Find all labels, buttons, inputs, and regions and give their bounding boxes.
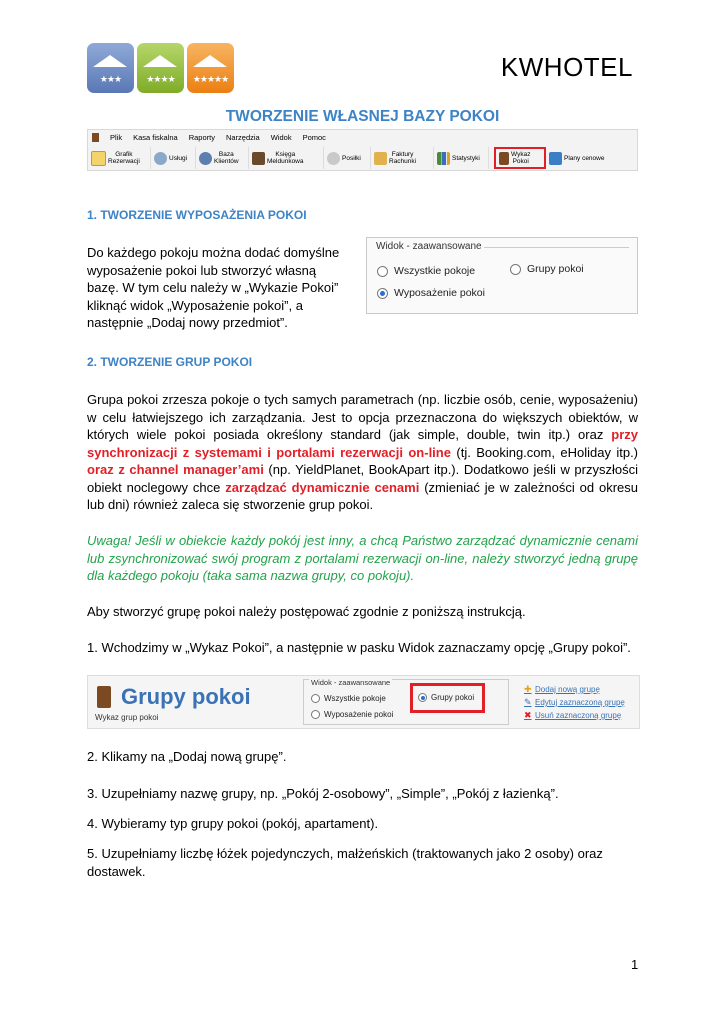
menu-item-pomoc[interactable]: Pomoc	[302, 133, 326, 142]
radio-label: Grupy pokoi	[431, 693, 475, 702]
step-4: 4. Wybieramy typ grupy pokoi (pokój, apartament).	[87, 816, 379, 831]
radio-wyposazenie-pokoi[interactable]	[377, 287, 485, 299]
button-label: Księga	[275, 151, 296, 158]
group-actions	[524, 683, 625, 722]
button-label: Pokoi	[512, 158, 529, 165]
book-icon	[252, 152, 265, 165]
grupy-pokoi-title: Grupy pokoi	[121, 684, 251, 709]
menu-bar	[88, 130, 326, 145]
baza-klientow-button[interactable]	[196, 147, 249, 169]
price-plans-icon	[549, 152, 562, 165]
delete-icon: ✖	[524, 710, 532, 720]
add-icon: ✚	[524, 684, 532, 694]
radio-wszystkie-pokoje[interactable]	[377, 265, 475, 277]
toolbar-buttons	[88, 146, 637, 170]
radio-label: Grupy pokoi	[527, 263, 584, 275]
highlight-text: przy synchronizacji z systemami i portalami rezerwacji on-line	[87, 427, 638, 460]
button-label: Rachunki	[389, 158, 417, 165]
step-3: 3. Uzupełniamy nazwę grupy, np. „Pokój 2-osobowy”, „Simple”, „Pokój z łazienką”.	[87, 786, 559, 801]
radio-grupy-pokoi[interactable]	[510, 263, 584, 275]
edit-group-link[interactable]	[524, 696, 625, 709]
services-icon	[154, 152, 167, 165]
clients-icon	[199, 152, 212, 165]
logo-tile-4-stars: ★★★★	[137, 43, 184, 93]
kwhotel-logo	[87, 43, 235, 93]
meals-icon	[327, 152, 340, 165]
plany-cenowe-button[interactable]	[546, 147, 607, 169]
menu-item-narzedzia[interactable]: Narzędzia	[225, 133, 260, 142]
logo-tile-3-stars: ★★★	[87, 43, 134, 93]
radio-button[interactable]	[377, 266, 388, 277]
radio-label: Wszystkie pokoje	[394, 265, 476, 277]
section1-heading: 1. TWORZENIE WYPOSAŻENIA POKOI	[87, 208, 307, 222]
button-label: Meldunkowa	[267, 158, 304, 165]
faktury-rachunki-button[interactable]	[371, 147, 434, 169]
instruction-intro: Aby stworzyć grupę pokoi należy postępować zgodnie z poniższą instrukcją.	[87, 604, 526, 619]
step-5: 5. Uzupełniamy liczbę łóżek pojedynczych, małżeńskich (traktowanych jako 2 osoby) oraz dostawek.	[87, 846, 603, 879]
button-label: Usługi	[169, 154, 188, 162]
grupy-pokoi-subtitle: Wykaz grup pokoi	[95, 713, 159, 722]
widok-panel	[366, 237, 638, 314]
link-label: Usuń zaznaczoną grupę	[535, 711, 622, 720]
stats-icon	[437, 152, 450, 165]
highlight-text: zarządzać dynamicznie cenami	[225, 479, 420, 495]
radio-button-selected[interactable]	[377, 288, 388, 299]
link-label: Edytuj zaznaczoną grupę	[535, 698, 625, 707]
radio-button[interactable]	[311, 694, 320, 703]
menu-item-widok[interactable]: Widok	[270, 133, 292, 142]
delete-group-link[interactable]	[524, 709, 625, 722]
section2-heading: 2. TWORZENIE GRUP POKOI	[87, 355, 253, 369]
menu-icon	[92, 133, 99, 142]
menu-item-raporty[interactable]: Raporty	[188, 133, 215, 142]
statystyki-button[interactable]	[434, 147, 489, 169]
add-group-link[interactable]	[524, 683, 625, 696]
warning-note: Uwaga! Jeśli w obiekcie każdy pokój jest inny, a chcą Państwo zarządzać dynamicznie cenami lub zsynchronizować swój program z portalami rezerwacji on-line, należy stworzyć jedną grupę dla każdego pokoju (taka sama nazwa grupy, co pokoju).	[87, 533, 638, 583]
text-run: (tj. Booking.com, eHoliday itp.)	[450, 444, 639, 460]
highlight-text: oraz z channel manager’ami	[87, 462, 264, 477]
radio-button[interactable]	[510, 264, 521, 275]
button-label: Plany cenowe	[564, 154, 605, 162]
page-number: 1	[631, 957, 639, 972]
posilki-button[interactable]	[324, 147, 371, 169]
door-icon	[97, 686, 111, 708]
menu-item-plik[interactable]: Plik	[110, 133, 123, 142]
calendar-icon	[91, 151, 106, 166]
uslugi-button[interactable]	[151, 147, 196, 169]
logo-tile-5-stars: ★★★★★	[187, 43, 234, 93]
text-line: kliknąć widok „Wyposażenie pokoi”, a	[87, 297, 303, 313]
grafik-rezerwacji-button[interactable]	[88, 147, 151, 169]
link-label: Dodaj nową grupę	[535, 685, 600, 694]
step-1: 1. Wchodzimy w „Wykaz Pokoi”, a następnie w pasku Widok zaznaczamy opcję „Grupy pokoi”.	[87, 640, 631, 655]
brand-name: KWHOTEL	[500, 52, 633, 82]
text-line: Do każdego pokoju można dodać domyślne	[87, 245, 340, 260]
text-line: wyposażenie pokoi lub stworzyć własną	[87, 262, 317, 278]
wykaz-pokoi-button[interactable]	[494, 147, 546, 169]
panel-legend: Widok - zaawansowane	[311, 678, 391, 687]
app-toolbar	[87, 129, 638, 171]
section2-paragraph	[87, 391, 638, 514]
radio-button[interactable]	[311, 710, 320, 719]
button-label: Statystyki	[452, 154, 480, 162]
radio-label: Wyposażenie pokoi	[324, 710, 394, 719]
radio-wszystkie-pokoje[interactable]	[311, 694, 386, 703]
ksiega-meldunkowa-button[interactable]	[249, 147, 324, 169]
button-label: Klientów	[214, 158, 239, 165]
step-2: 2. Klikamy na „Dodaj nową grupę”.	[87, 749, 287, 764]
grupy-pokoi-screenshot	[87, 675, 640, 729]
highlight-box	[410, 683, 485, 713]
button-label: Wykaz	[511, 151, 531, 158]
radio-label: Wyposażenie pokoi	[394, 287, 485, 299]
button-label: Posiłki	[342, 154, 361, 162]
button-label: Rezerwacji	[108, 158, 140, 165]
text-run: (np. YieldPlanet, BookApart itp.). Dodatkowo jeśli w przyszłości obiekt noclegowy chce	[87, 462, 638, 495]
text-line: następnie „Dodaj nowy przedmiot”.	[87, 315, 288, 330]
button-label: Grafik	[115, 151, 133, 158]
invoice-icon	[374, 152, 387, 165]
edit-icon: ✎	[524, 697, 532, 707]
door-icon	[499, 152, 509, 165]
section1-text	[87, 244, 357, 332]
text-run: Grupa pokoi zrzesza pokoje o tych samych parametrach (np. liczbie osób, cenie, wyposażeniu) w celu łatwiejszego ich zarządzania. Jest to opcja przeznaczona do większych obiektów, w których wiele pokoi posiada określony standard (jak simple, double, twin itp.) oraz	[87, 392, 638, 442]
text-run: (zmieniać je w zależności od okresu lub dni) również zaleca się stworzenie grup pokoi.	[87, 479, 638, 512]
menu-item-kasa-fiskalna[interactable]: Kasa fiskalna	[133, 133, 178, 142]
button-label: Baza	[218, 151, 234, 158]
button-label: Faktury	[391, 151, 414, 158]
text-line: bazę. W tym celu należy w „Wykazie Pokoi”	[87, 280, 339, 295]
panel-legend: Widok - zaawansowane	[376, 241, 482, 252]
radio-wyposazenie-pokoi[interactable]	[311, 710, 393, 719]
page-title: TWORZENIE WŁASNEJ BAZY POKOI	[225, 108, 500, 125]
radio-label: Wszystkie pokoje	[324, 694, 386, 703]
